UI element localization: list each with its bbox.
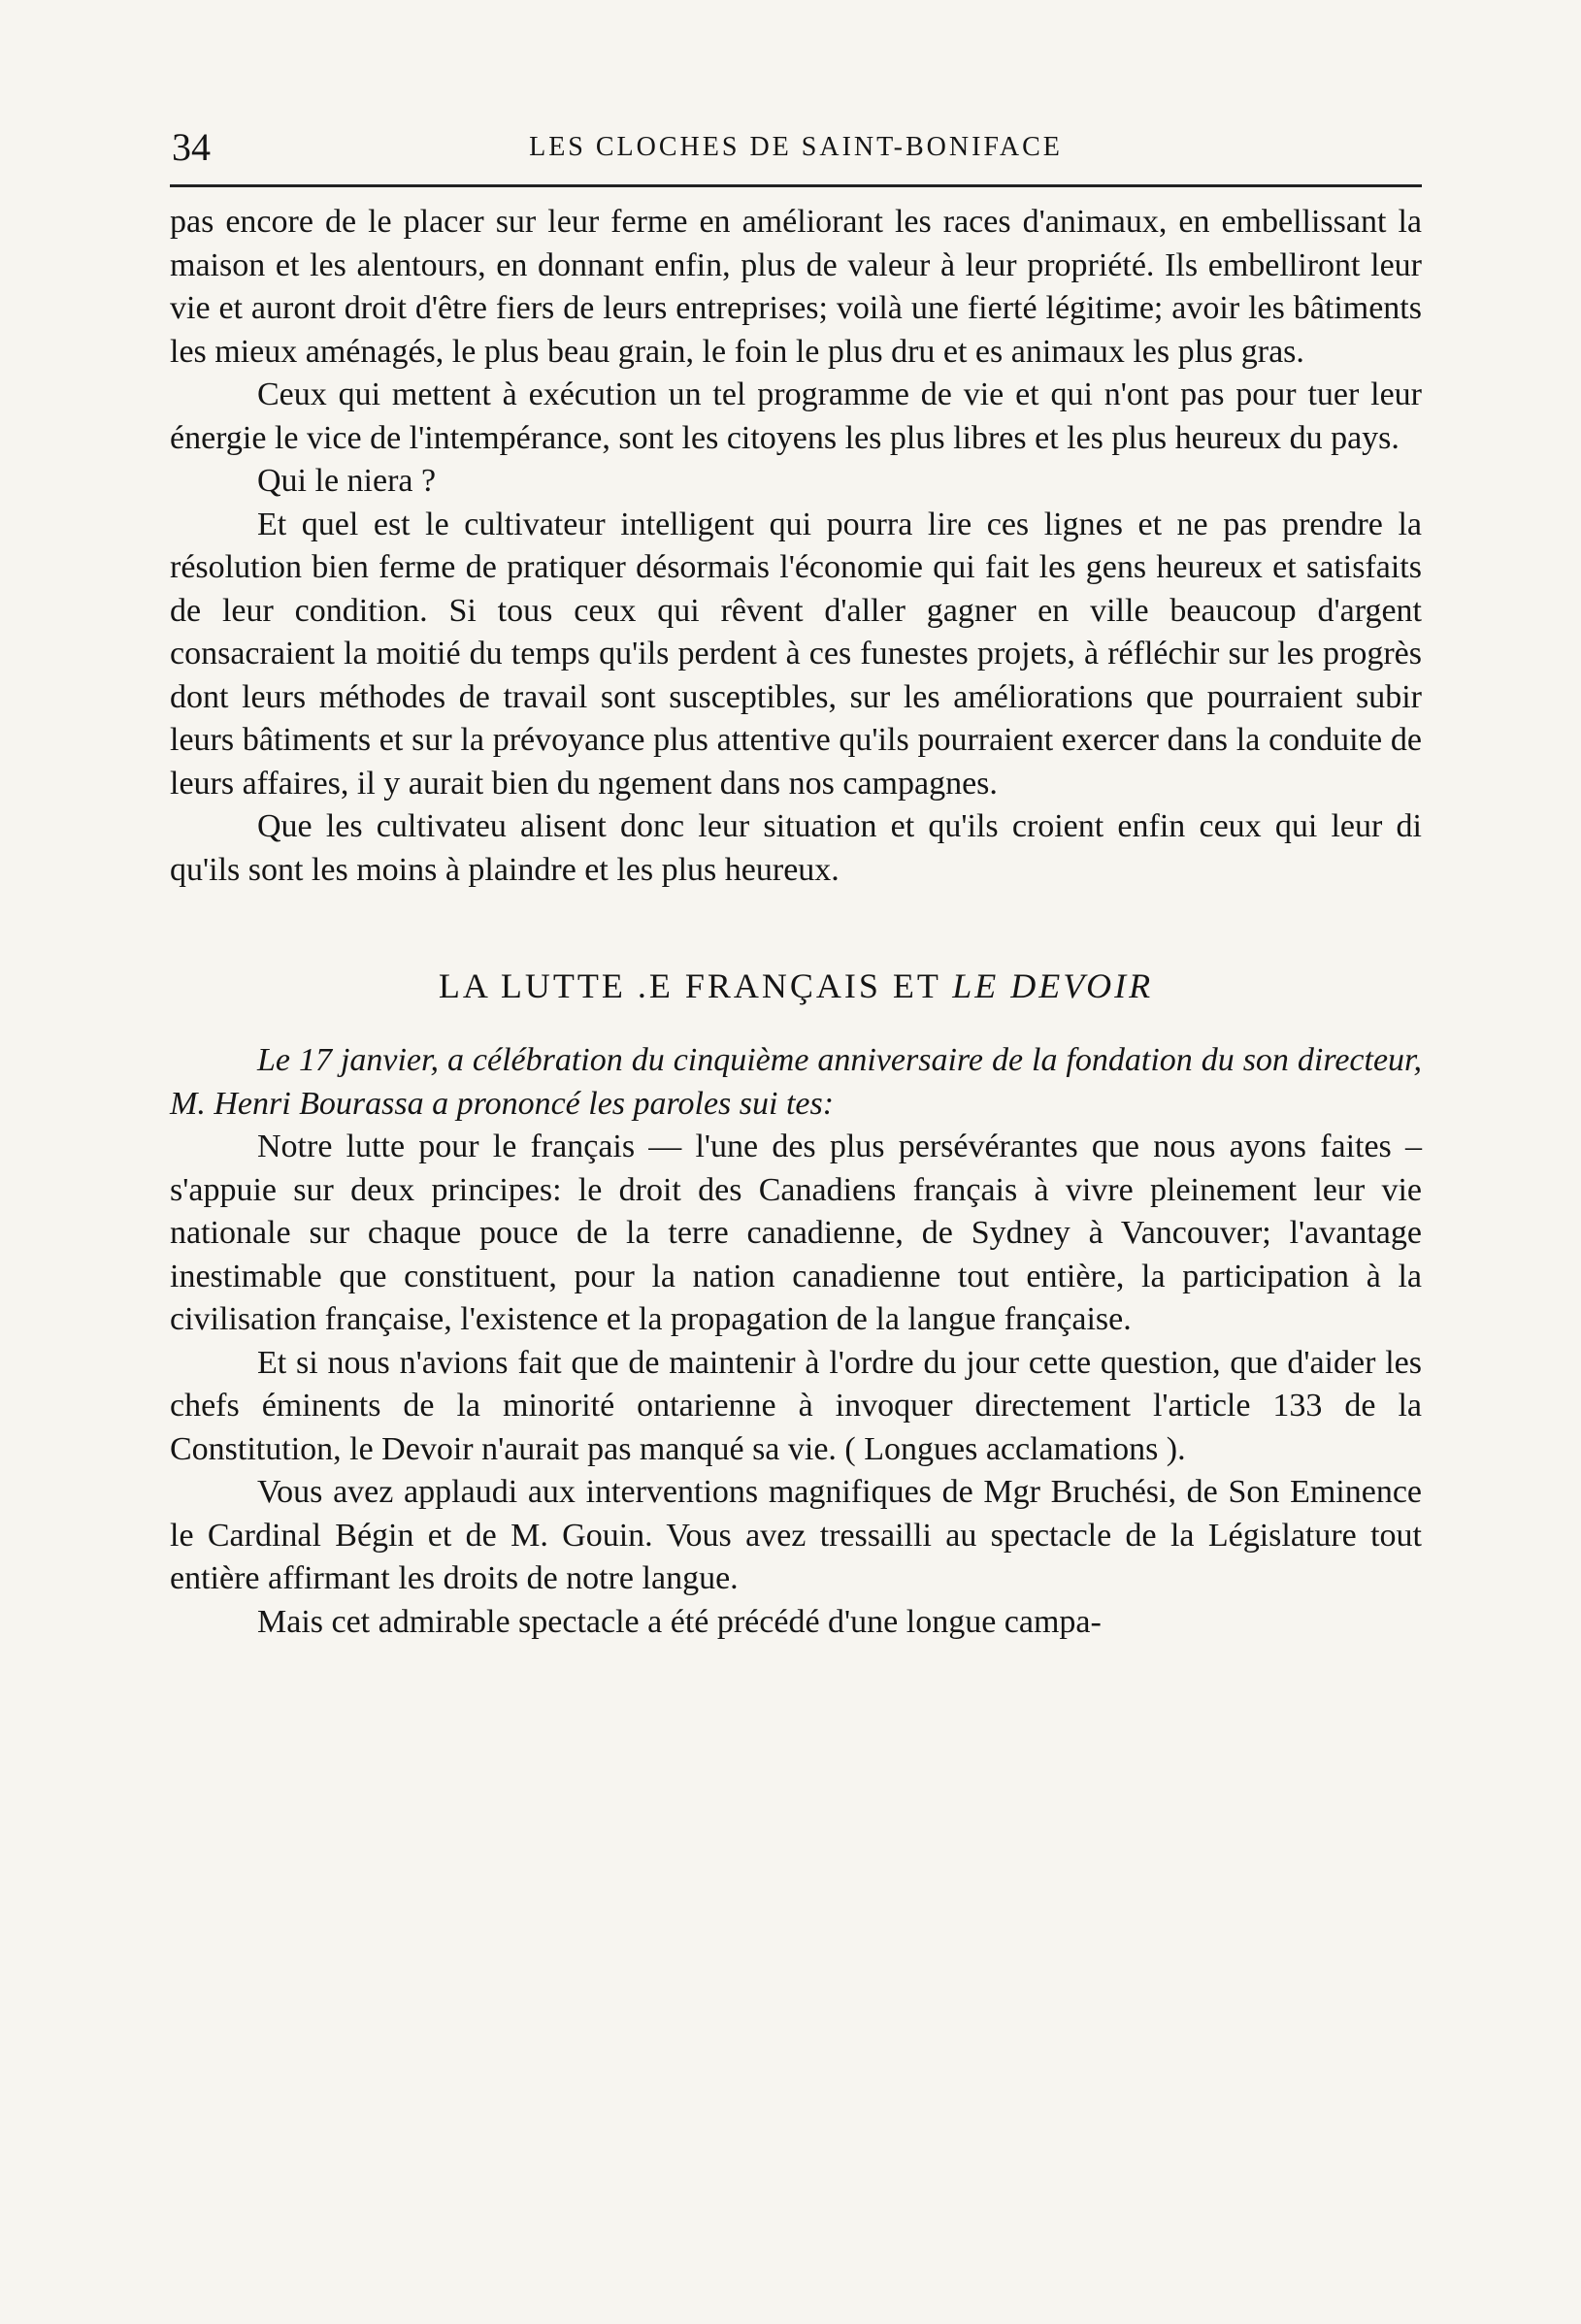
section-heading-italic: LE DEVOIR <box>952 966 1154 1005</box>
page-header <box>170 116 1422 187</box>
section-heading-start: LA LUTTE <box>438 966 638 1005</box>
paragraph: Qui le niera ? <box>257 463 437 499</box>
paragraph: Ceux qui mettent à exécution un tel programme de vie et qui n'ont pas pour tuer leur énergie le vice de l'intempérance, sont les citoyens les plus libres et les plus heureux du pays. <box>170 376 1422 456</box>
page-number: 34 <box>172 125 211 169</box>
paragraph: Et si nous n'avions fait que de maintenir à l'ordre du jour cette question, que d'aider les chefs éminents de la minorité ontarienne à invoquer directement l'article 133 de la Constitution, le Devoir n'aurait pas manqué sa vie. ( Longues acclamations ). <box>170 1344 1422 1467</box>
book-page <box>170 116 1422 1644</box>
paragraph: Et quel est le cultivateur intelligent qui pourra lire ces lignes et ne pas prendre la résolution bien ferme de pratiquer désormais l'économie qui fait les gens heureux et satisfaits de leur condition. Si tous ceux qui rêvent d'aller gagner en ville beaucoup d'argent consacraient la moitié du temps qu'ils perdent à ces funestes projets, à réfléchir sur les progrès dont leurs méthodes de travail sont susceptibles, sur les améliorations que pourraient subir leurs bâtiments et sur la prévoyance plus attentive qu'ils pourraient exercer dans la conduite de leurs affaires, il y aurait bien du ngement dans nos campagnes. <box>170 506 1422 802</box>
paragraph: Vous avez applaudi aux interventions magnifiques de Mgr Bruchési, de Son Eminence le Cardinal Bégin et de M. Gouin. Vous avez tressailli au spectacle de la Législature tout entière affirmant les droits de notre langue. <box>170 1474 1422 1596</box>
section-heading-mid: .E FRANÇAIS ET <box>637 966 953 1005</box>
running-title: LES CLOCHES DE SAINT-BONIFACE <box>529 132 1063 162</box>
section-intro: Le 17 janvier, a célébration du cinquième anniversaire de la fondation du son directeur, M. Henri Bourassa a prononcé les paroles sui tes: <box>170 1042 1422 1122</box>
body-text-bottom <box>170 1126 1422 1644</box>
paragraph: Notre lutte pour le français — l'une des plus persévérantes que nous ayons faites – s'appuie sur deux principes: le droit des Canadiens français à vivre pleinement leur vie nationale sur chaque pouce de la terre canadienne, de Sydney à Vancouver; l'avantage inestimable que constituent, pour la nation canadienne tout entière, la participation à la civilisation française, l'existence et la propagation de la langue française. <box>170 1129 1422 1337</box>
section-heading <box>170 966 1422 1006</box>
paragraph: Mais cet admirable spectacle a été précédé d'une longue campa- <box>257 1603 1102 1640</box>
body-text-top <box>170 201 1422 892</box>
paragraph: Que les cultivateu alisent donc leur situation et qu'ils croient enfin ceux qui leur di qu'ils sont les moins à plaindre et les plus heureux. <box>170 808 1422 888</box>
paragraph: pas encore de le placer sur leur ferme en améliorant les races d'animaux, en embellissant la maison et les alentours, en donnant enfin, plus de valeur à leur propriété. Ils embelliront leur vie et auront droit d'être fiers de leurs entreprises; voilà une fierté légitime; avoir les bâtiments les mieux aménagés, le plus beau grain, le foin le plus dru et es animaux les plus gras. <box>170 204 1422 370</box>
